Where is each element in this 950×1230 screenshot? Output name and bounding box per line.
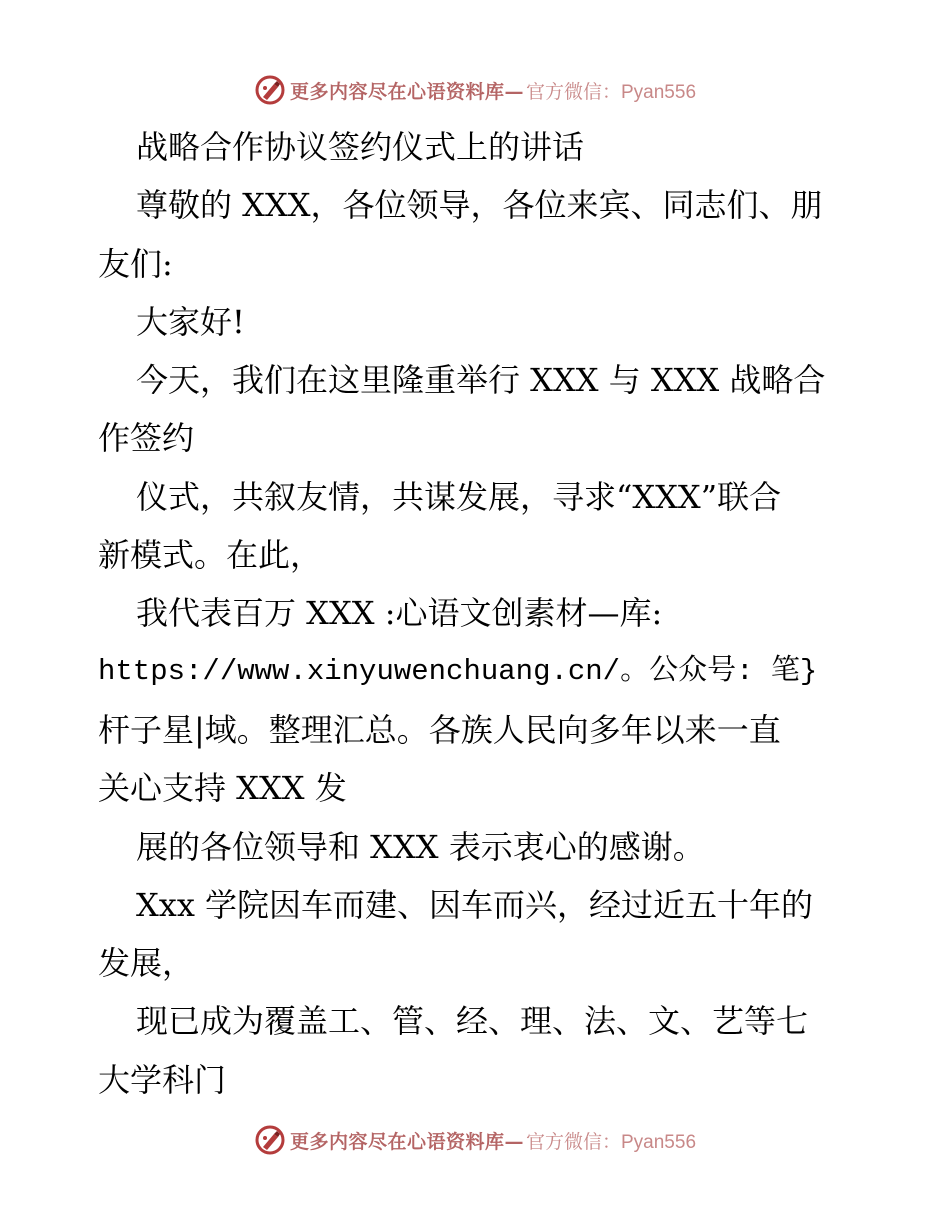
header-banner-contact: 官方微信：Pyan556 [526, 81, 697, 103]
pen-logo-icon [254, 1124, 286, 1156]
text-line: 关心支持 XXX 发 [98, 769, 347, 808]
text-line: 现已成为覆盖工、管、经、理、法、文、艺等七 [136, 1002, 809, 1041]
document-body [98, 118, 858, 1109]
document-title: 战略合作协议签约仪式上的讲话 [136, 128, 585, 166]
text-line: 杆子星|域。整理汇总。各族人民向多年以来一直 [98, 710, 781, 749]
text-line: 友们: [98, 244, 173, 283]
text-line: 尊敬的 XXX，各位领导，各位来宾、同志们、朋 [136, 186, 823, 225]
footer-banner-contact: 官方微信：Pyan556 [526, 1131, 697, 1153]
text-line: 大家好! [136, 302, 245, 341]
text-line: 发展， [98, 944, 195, 983]
text-line: Xxx 学院因车而建、因车而兴，经过近五十年的 [136, 885, 814, 924]
text-line: 新模式。在此， [98, 536, 323, 575]
pen-logo-icon [254, 74, 286, 106]
footer-banner [0, 1122, 950, 1158]
text-line: 作签约 [98, 419, 195, 458]
text-line: 仪式，共叙友情，共谋发展，寻求“XXX”联合 [136, 477, 782, 516]
text-line: 今天，我们在这里隆重举行 XXX 与 XXX 战略合 [136, 361, 826, 400]
text-line: 大学科门 [98, 1060, 227, 1099]
text-line-url: https://www.xinyuwenchuang.cn/。公众号: 笔} [98, 654, 818, 688]
text-line: 我代表百万 XXX :心语文创素材—库: [136, 594, 663, 633]
text-line: 展的各位领导和 XXX 表示衷心的感谢。 [136, 827, 705, 866]
header-banner-text: 更多内容尽在心语资料库— [289, 80, 524, 103]
header-banner [0, 72, 950, 108]
footer-banner-text: 更多内容尽在心语资料库— [289, 1130, 524, 1153]
